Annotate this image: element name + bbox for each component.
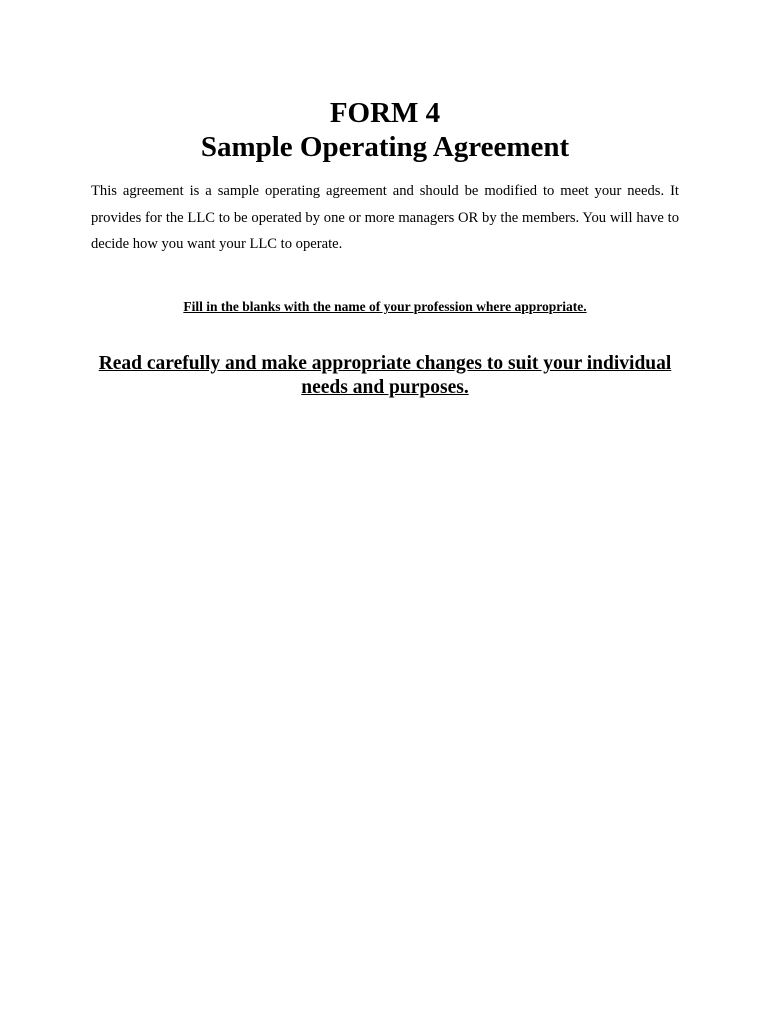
- form-number: FORM 4: [329, 97, 441, 129]
- form-title: Sample Operating Agreement: [200, 131, 570, 163]
- fill-in-instruction: Fill in the blanks with the name of your profession where appropriate.: [183, 299, 587, 314]
- intro-paragraph: This agreement is a sample operating agreement and should be modified to meet your needs. It provides for the LLC to be operated by one or more managers OR by the members. You will have to decide how you want your LLC to operate.: [91, 183, 679, 252]
- read-carefully-notice: Read carefully and make appropriate changes to suit your individual needs and purposes.: [98, 353, 672, 398]
- page-title: [0, 96, 770, 164]
